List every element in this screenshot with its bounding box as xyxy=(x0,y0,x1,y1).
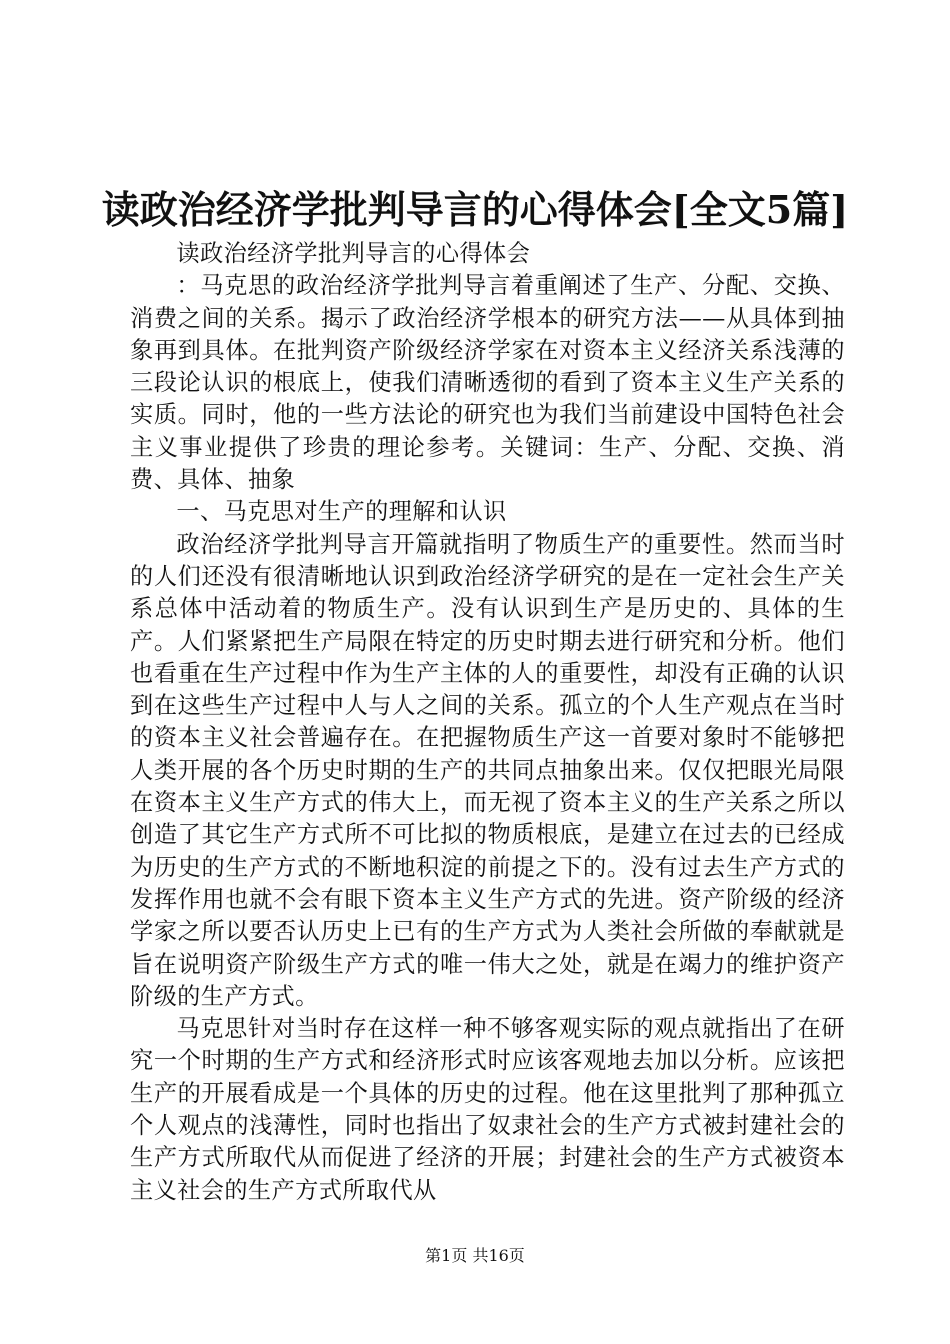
document-body xyxy=(130,238,845,1207)
abstract-paragraph: ：马克思的政治经济学批判导言着重阐述了生产、分配、交换、消费之间的关系。揭示了政治经济学根本的研究方法——从具体到抽象再到具体。在批判资产阶级经济学家在对资本主义经济关系浅薄的三段论认识的根底上，使我们清晰透彻的看到了资本主义生产关系的实质。同时，他的一些方法论的研究也为我们当前建设中国特色社会主义事业提供了珍贵的理论参考。关键词：生产、分配、交换、消费、具体、抽象 xyxy=(130,272,845,494)
page-footer xyxy=(0,1246,950,1266)
body-paragraph: 政治经济学批判导言开篇就指明了物质生产的重要性。然而当时的人们还没有很清晰地认识到政治经济学研究的是在一定社会生产关系总体中活动着的物质生产。没有认识到生产是历史的、具体的生产。人们紧紧把生产局限在特定的历史时期去进行研究和分析。他们也看重在生产过程中作为生产主体的人的重要性，却没有正确的认识到在这些生产过程中人与人之间的关系。孤立的个人生产观点在当时的资本主义社会普遍存在。在把握物质生产这一首要对象时不能够把人类开展的各个历史时期的生产的共同点抽象出来。仅仅把眼光局限在资本主义生产方式的伟大上，而无视了资本主义的生产关系之所以创造了其它生产方式所不可比拟的物质根底，是建立在过去的已经成为历史的生产方式的不断地积淀的前提之下的。没有过去生产方式的发挥作用也就不会有眼下资本主义生产方式的先进。资产阶级的经济学家之所以要否认历史上已有的生产方式为人类社会所做的奉献就是旨在说明资产阶级生产方式的唯一伟大之处，就是在竭力的维护资产阶级的生产方式。 xyxy=(130,530,845,1010)
subtitle-paragraph: 读政治经济学批判导言的心得体会 xyxy=(176,240,531,267)
body-paragraph: 马克思针对当时存在这样一种不够客观实际的观点就指出了在研究一个时期的生产方式和经济形式时应该客观地去加以分析。应该把生产的开展看成是一个具体的历史的过程。他在这里批判了那种孤立个人观点的浅薄性，同时也指出了奴隶社会的生产方式被封建社会的生产方式所取代从而促进了经济的开展；封建社会的生产方式被资本主义社会的生产方式所取代从 xyxy=(130,1015,845,1204)
page-number: 第1页 共16页 xyxy=(425,1246,525,1265)
document-title: 读政治经济学批判导言的心得体会[全文5篇] xyxy=(101,187,849,232)
section-heading: 一、马克思对生产的理解和认识 xyxy=(176,498,507,526)
